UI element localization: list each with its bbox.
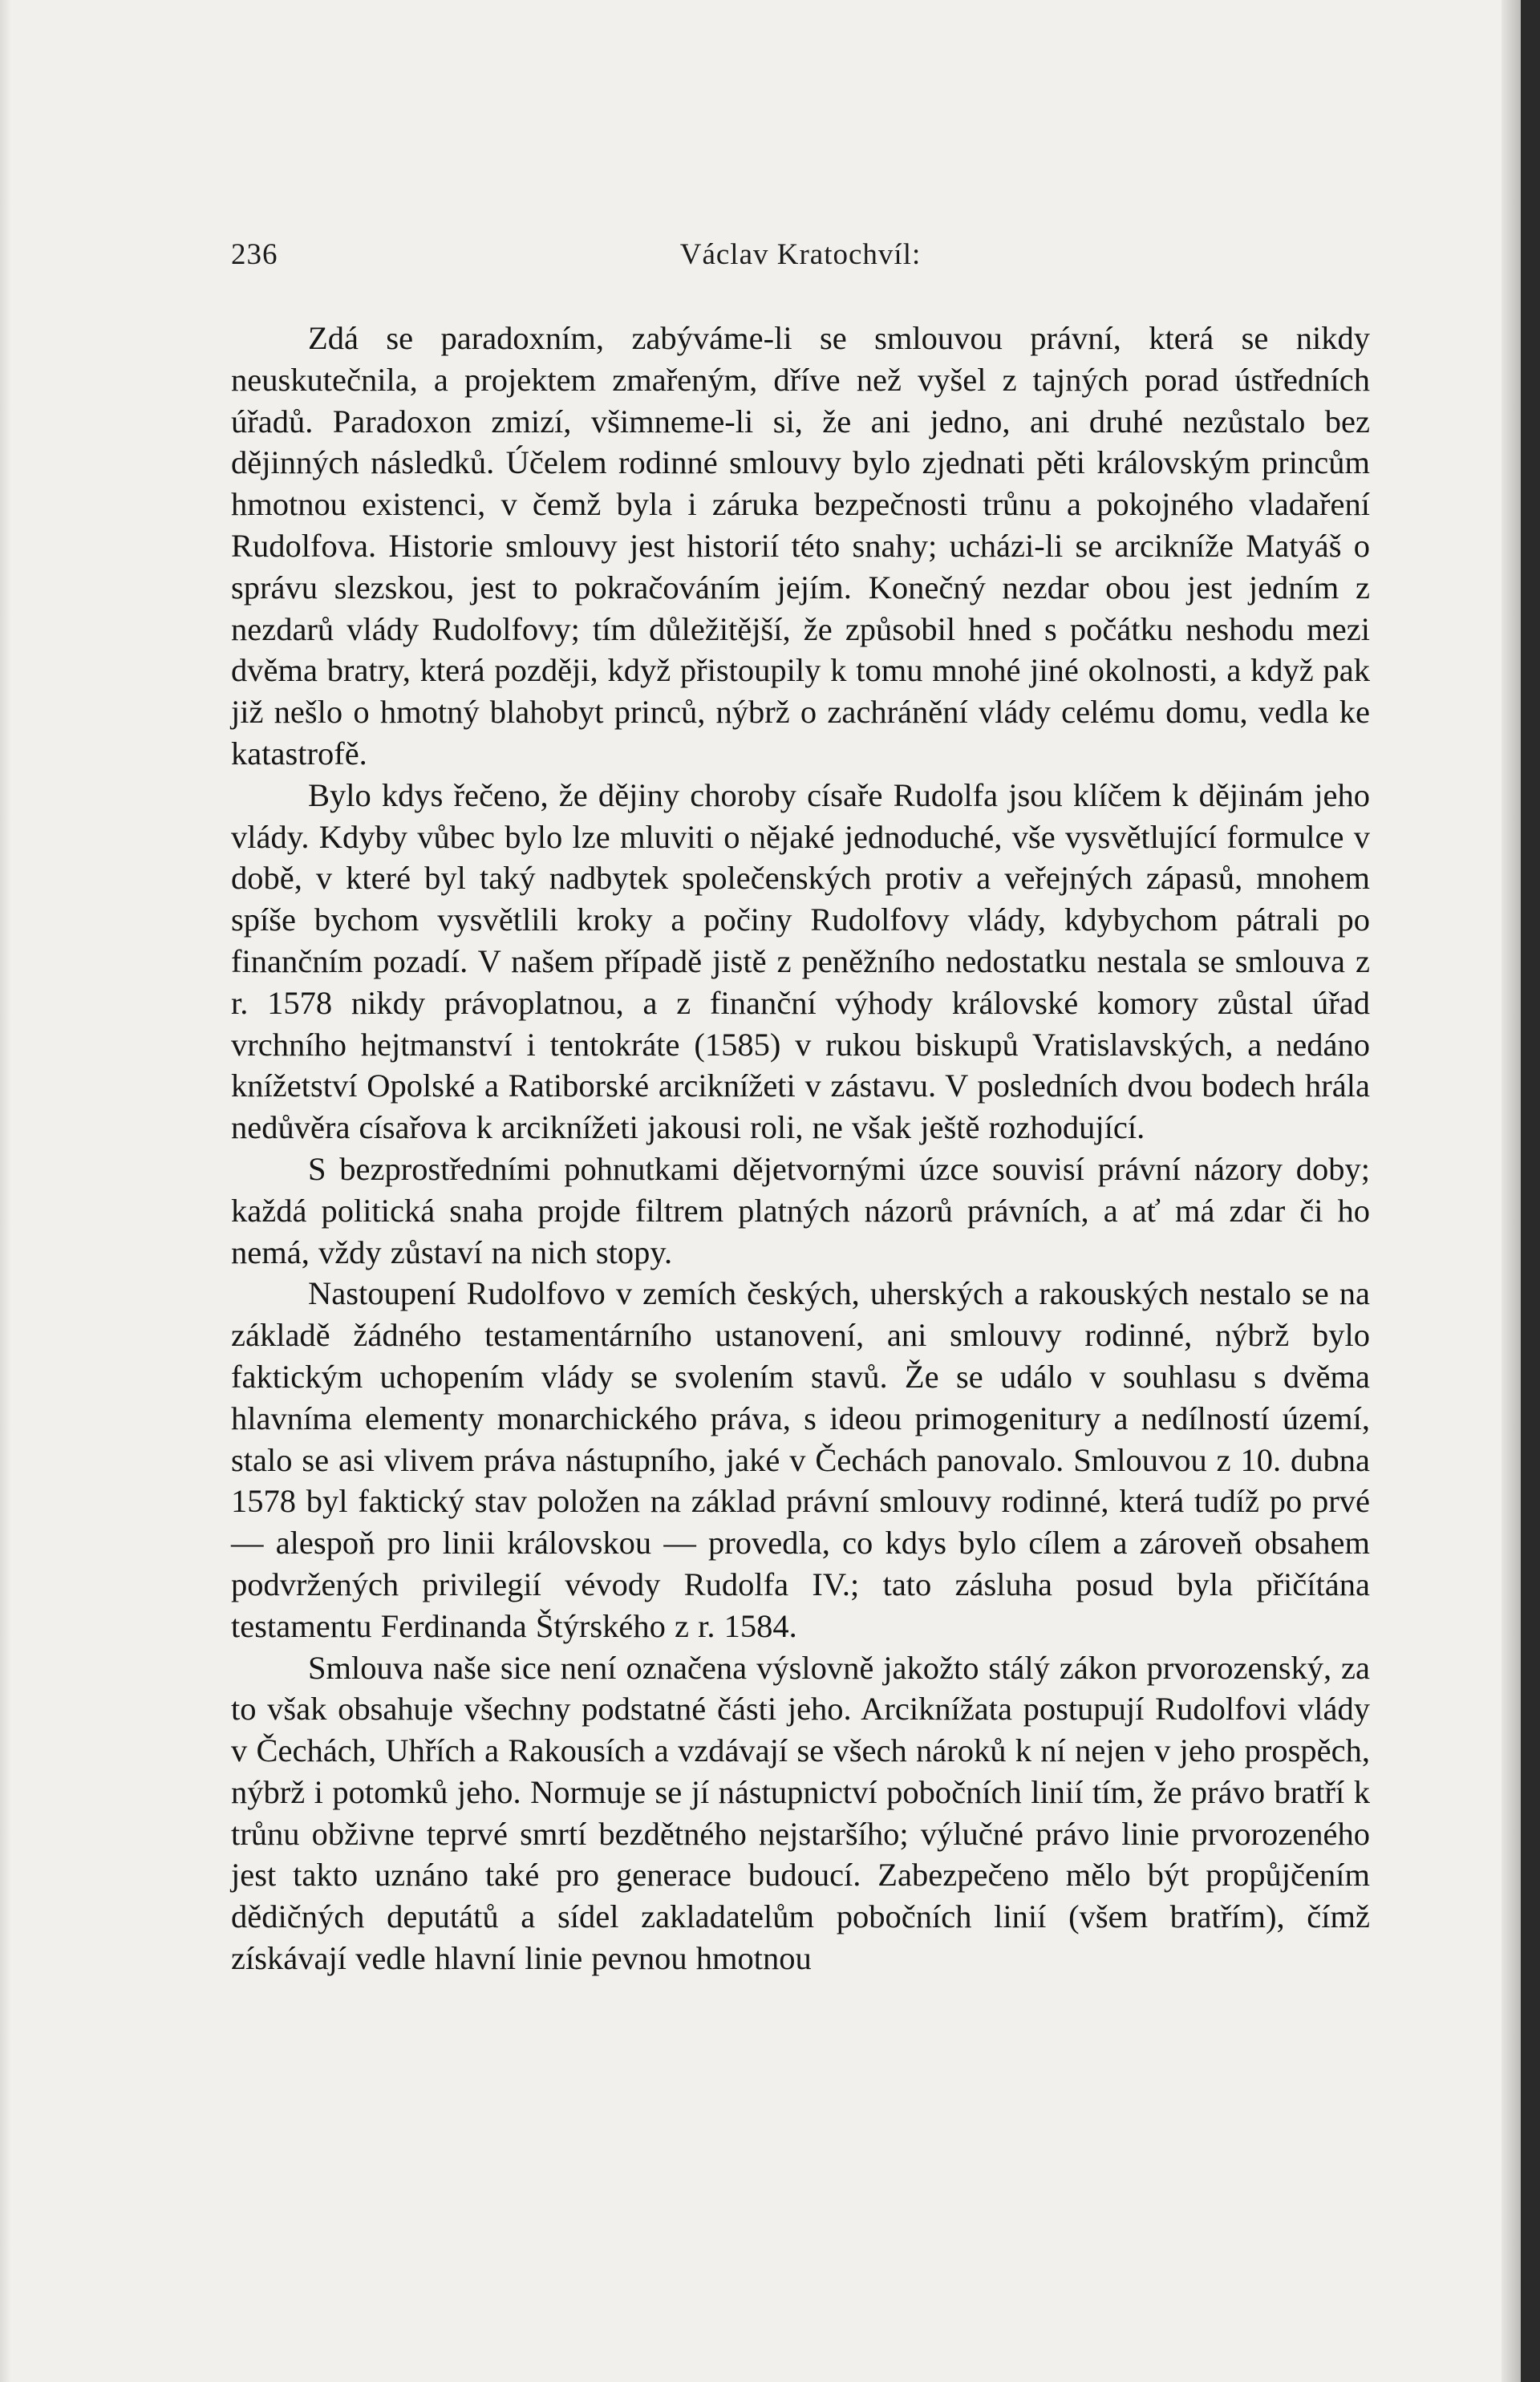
running-head: [231, 237, 1370, 286]
paragraph-2: Bylo kdys řečeno, že dějiny choroby císaře Rudolfa jsou klíčem k dějinám jeho vlády. Kdyby vůbec bylo lze mluviti o nějaké jednoduché, vše vysvětlující formulce v době, v které byl taký nadbytek společenských protiv a veřejných zápasů, mnohem spíše bychom vysvětlili kroky a počiny Rudolfovy vlády, kdybychom pátrali po finančním pozadí. V našem případě jistě z peněžního nedostatku nestala se smlouva z r. 1578 nikdy právoplatnou, a z finanční výhody královské komory zůstal úřad vrchního hejtmanství i tentokráte (1585) v rukou biskupů Vratislavských, a nedáno knížetství Opolské a Ratiborské arciknížeti v zástavu. V posledních dvou bodech hrála nedůvěra císařova k arciknížeti jakousi roli, ne však ještě rozhodující.: [231, 776, 1370, 1146]
page-number: 236: [231, 238, 278, 271]
text-body: [231, 318, 1370, 1979]
paragraph-1: Zdá se paradoxním, zabýváme-li se smlouvou právní, která se nikdy neuskutečnila, a projektem zmařeným, dříve než vyšel z tajných porad ústředních úřadů. Paradoxon zmizí, všimneme-li si, že ani jedno, ani druhé nezůstalo bez dějinných následků. Účelem rodinné smlouvy bylo zjednati pěti královským princům hmotnou existenci, v čemž byla i záruka bezpečnosti trůnu a pokojného vladaření Rudolfova. Historie smlouvy jest historií této snahy; ucházi-li se arcikníže Matyáš o správu slezskou, jest to pokračováním jejím. Konečný nezdar obou jest jedním z nezdarů vlády Rudolfovy; tím důležitější, že způsobil hned s počátku neshodu mezi dvěma bratry, která později, když přistoupily k tomu mnohé jiné okolnosti, a když pak již nešlo o hmotný blahobyt princů, nýbrž o zachránění vlády celému domu, vedla ke katastrofě.: [231, 320, 1370, 772]
page-left-edge: [0, 0, 11, 2382]
paragraph-4: Nastoupení Rudolfovo v zemích českých, uherských a rakouských nestalo se na základě žádného testamentárního ustanovení, ani smlouvy rodinné, nýbrž bylo faktickým uchopením vlády se svolením stavů. Že se událo v souhlasu s dvěma hlavníma elementy monarchického práva, s ideou primogenitury a nedílností území, stalo se asi vlivem práva nástupního, jaké v Čechách panovalo. Smlouvou z 10. dubna 1578 byl faktický stav položen na základ právní smlouvy rodinné, která tudíž po prvé — alespoň pro linii královskou — provedla, co kdys bylo cílem a zároveň obsahem podvržených privilegií vévody Rudolfa IV.; tato zásluha posud byla přičítána testamentu Ferdinanda Štýrského z r. 1584.: [231, 1275, 1370, 1644]
paragraph-5: Smlouva naše sice není označena výslovně jakožto stálý zákon prvorozenský, za to však obsahuje všechny podstatné části jeho. Arciknížata postupují Rudolfovi vlády v Čechách, Uhřích a Rakousích a vzdávají se všech nároků k ní nejen v jeho prospěch, nýbrž i potomků jeho. Normuje se jí nástupnictví pobočních linií tím, že právo bratří k trůnu obživne teprvé smrtí bezdětného nejstaršího; výlučné právo linie prvorozeného jest takto uznáno také pro generace budoucí. Zabezpečeno mělo být propůjčením dědičných deputátů a sídel zakladatelům pobočních linií (všem bratřím), čímž získávají vedle hlavní linie pevnou hmotnou: [231, 1649, 1370, 1977]
paragraph-3: S bezprostředními pohnutkami dějetvornými úzce souvisí právní názory doby; každá politická snaha projde filtrem platných názorů právních, a ať má zdar či ho nemá, vždy zůstaví na nich stopy.: [231, 1150, 1370, 1270]
page-right-edge: [1502, 0, 1521, 2382]
running-head-author: Václav Kratochvíl:: [679, 238, 922, 271]
